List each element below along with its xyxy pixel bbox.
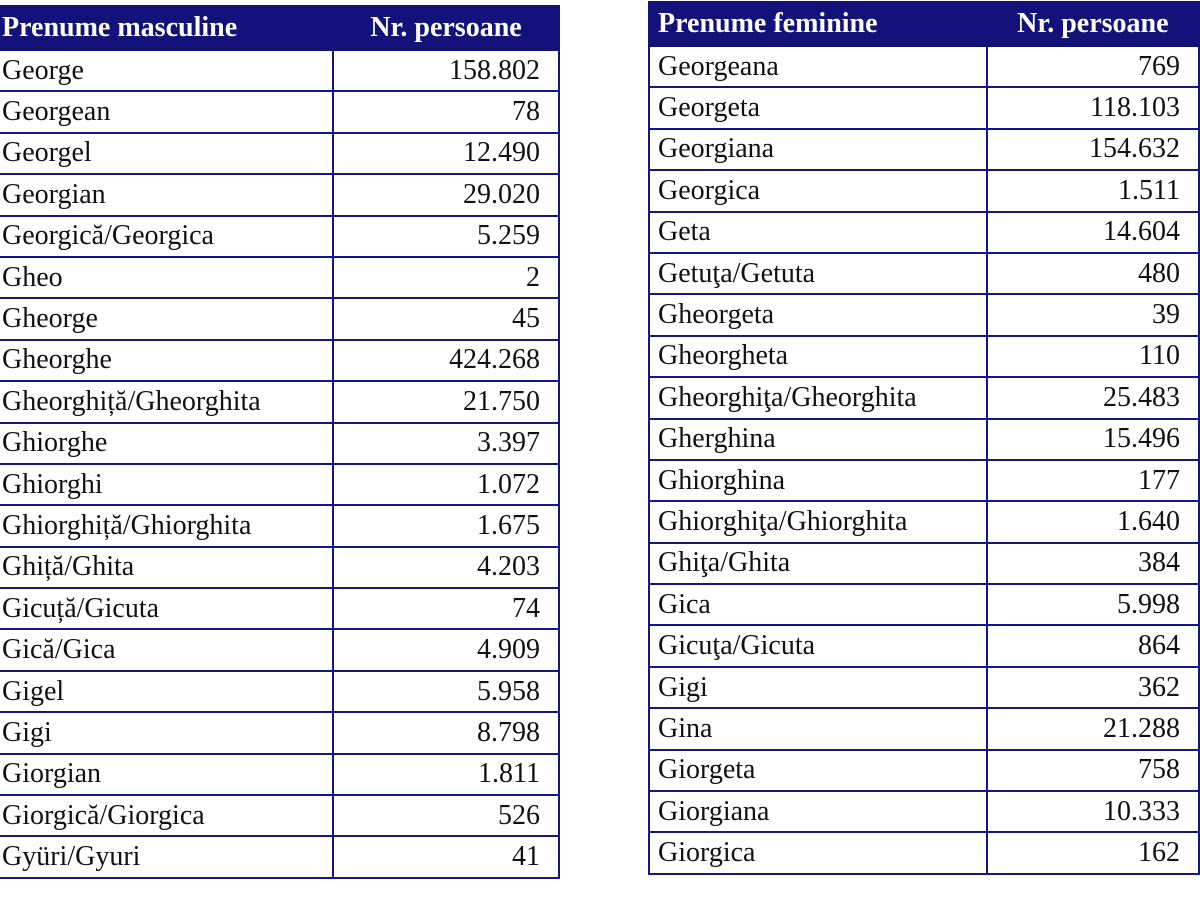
table-row bbox=[0, 629, 559, 670]
count-cell: 4.909 bbox=[333, 629, 559, 670]
name-cell: Gheo bbox=[0, 257, 333, 298]
count-cell: 864 bbox=[987, 625, 1199, 666]
table-row bbox=[649, 294, 1199, 335]
name-cell: Georgiana bbox=[649, 129, 987, 170]
table-row bbox=[649, 791, 1199, 832]
count-cell: 8.798 bbox=[333, 712, 559, 753]
count-cell: 1.640 bbox=[987, 501, 1199, 542]
male-names-table bbox=[0, 5, 560, 879]
table-row bbox=[0, 133, 559, 174]
table-row bbox=[649, 253, 1199, 294]
count-cell: 1.811 bbox=[333, 754, 559, 795]
female-name-column-header: Prenume feminine bbox=[649, 2, 987, 46]
name-cell: George bbox=[0, 50, 333, 91]
table-row bbox=[0, 381, 559, 422]
name-cell: Giorgeta bbox=[649, 750, 987, 791]
name-cell: Ghiorghi bbox=[0, 464, 333, 505]
table-row bbox=[649, 750, 1199, 791]
name-cell: Gyüri/Gyuri bbox=[0, 836, 333, 877]
table-row bbox=[0, 340, 559, 381]
count-cell: 39 bbox=[987, 294, 1199, 335]
count-cell: 25.483 bbox=[987, 377, 1199, 418]
female-table-header-row bbox=[649, 2, 1199, 46]
count-cell: 1.072 bbox=[333, 464, 559, 505]
count-cell: 769 bbox=[987, 46, 1199, 87]
count-cell: 526 bbox=[333, 795, 559, 836]
table-row bbox=[649, 667, 1199, 708]
name-cell: Getuţa/Getuta bbox=[649, 253, 987, 294]
table-row bbox=[0, 257, 559, 298]
count-cell: 21.750 bbox=[333, 381, 559, 422]
female-names-table bbox=[648, 1, 1200, 875]
count-cell: 362 bbox=[987, 667, 1199, 708]
table-row bbox=[0, 464, 559, 505]
name-cell: Ghiorghiță/Ghiorghita bbox=[0, 505, 333, 546]
count-cell: 177 bbox=[987, 460, 1199, 501]
name-cell: Geta bbox=[649, 212, 987, 253]
table-row bbox=[0, 50, 559, 91]
table-row bbox=[0, 671, 559, 712]
name-cell: Gică/Gica bbox=[0, 629, 333, 670]
count-cell: 12.490 bbox=[333, 133, 559, 174]
table-row bbox=[0, 836, 559, 877]
name-cell: Georgeana bbox=[649, 46, 987, 87]
table-row bbox=[649, 584, 1199, 625]
name-cell: Ghiţa/Ghita bbox=[649, 543, 987, 584]
table-row bbox=[0, 216, 559, 257]
count-cell: 118.103 bbox=[987, 87, 1199, 128]
name-cell: Giorgică/Giorgica bbox=[0, 795, 333, 836]
table-row bbox=[649, 377, 1199, 418]
count-cell: 29.020 bbox=[333, 174, 559, 215]
table-row bbox=[0, 754, 559, 795]
name-cell: Gicuţa/Gicuta bbox=[649, 625, 987, 666]
name-cell: Ghiorghe bbox=[0, 423, 333, 464]
count-cell: 45 bbox=[333, 298, 559, 339]
count-cell: 1.675 bbox=[333, 505, 559, 546]
count-cell: 1.511 bbox=[987, 170, 1199, 211]
table-row bbox=[0, 712, 559, 753]
table-row bbox=[649, 46, 1199, 87]
count-cell: 41 bbox=[333, 836, 559, 877]
table-row bbox=[649, 212, 1199, 253]
table-row bbox=[0, 298, 559, 339]
table-row bbox=[649, 708, 1199, 749]
count-cell: 15.496 bbox=[987, 419, 1199, 460]
name-cell: Gigi bbox=[0, 712, 333, 753]
table-row bbox=[649, 87, 1199, 128]
count-cell: 480 bbox=[987, 253, 1199, 294]
name-cell: Giorgiana bbox=[649, 791, 987, 832]
table-row bbox=[0, 505, 559, 546]
table-row bbox=[0, 174, 559, 215]
table-row bbox=[649, 832, 1199, 873]
table-row bbox=[649, 170, 1199, 211]
table-row bbox=[649, 419, 1199, 460]
name-cell: Gheorgheta bbox=[649, 336, 987, 377]
table-row bbox=[0, 91, 559, 132]
count-cell: 21.288 bbox=[987, 708, 1199, 749]
name-cell: Ghiorghiţa/Ghiorghita bbox=[649, 501, 987, 542]
name-cell: Gherghina bbox=[649, 419, 987, 460]
count-cell: 5.998 bbox=[987, 584, 1199, 625]
name-cell: Georgeta bbox=[649, 87, 987, 128]
male-count-column-header: Nr. persoane bbox=[333, 6, 559, 50]
table-row bbox=[649, 625, 1199, 666]
table-row bbox=[0, 423, 559, 464]
name-cell: Gicuță/Gicuta bbox=[0, 588, 333, 629]
name-cell: Gheorge bbox=[0, 298, 333, 339]
table-row bbox=[649, 129, 1199, 170]
count-cell: 74 bbox=[333, 588, 559, 629]
table-row bbox=[0, 588, 559, 629]
name-cell: Gigel bbox=[0, 671, 333, 712]
name-cell: Georgean bbox=[0, 91, 333, 132]
name-cell: Gina bbox=[649, 708, 987, 749]
name-cell: Georgică/Georgica bbox=[0, 216, 333, 257]
name-cell: Gica bbox=[649, 584, 987, 625]
name-cell: Gheorghiță/Gheorghita bbox=[0, 381, 333, 422]
count-cell: 384 bbox=[987, 543, 1199, 584]
male-name-column-header: Prenume masculine bbox=[0, 6, 333, 50]
female-table-body bbox=[649, 46, 1199, 874]
name-cell: Gigi bbox=[649, 667, 987, 708]
count-cell: 110 bbox=[987, 336, 1199, 377]
count-cell: 4.203 bbox=[333, 547, 559, 588]
name-cell: Georgel bbox=[0, 133, 333, 174]
male-table-body bbox=[0, 50, 559, 878]
name-cell: Georgian bbox=[0, 174, 333, 215]
table-row bbox=[0, 547, 559, 588]
table-row bbox=[649, 336, 1199, 377]
count-cell: 162 bbox=[987, 832, 1199, 873]
name-cell: Ghiorghina bbox=[649, 460, 987, 501]
count-cell: 158.802 bbox=[333, 50, 559, 91]
name-cell: Georgica bbox=[649, 170, 987, 211]
name-cell: Gheorgeta bbox=[649, 294, 987, 335]
table-row bbox=[649, 460, 1199, 501]
table-row bbox=[0, 795, 559, 836]
table-row bbox=[649, 501, 1199, 542]
count-cell: 5.958 bbox=[333, 671, 559, 712]
count-cell: 424.268 bbox=[333, 340, 559, 381]
count-cell: 14.604 bbox=[987, 212, 1199, 253]
table-row bbox=[649, 543, 1199, 584]
count-cell: 78 bbox=[333, 91, 559, 132]
male-table-header-row bbox=[0, 6, 559, 50]
count-cell: 3.397 bbox=[333, 423, 559, 464]
name-cell: Gheorghiţa/Gheorghita bbox=[649, 377, 987, 418]
name-cell: Giorgian bbox=[0, 754, 333, 795]
count-cell: 5.259 bbox=[333, 216, 559, 257]
count-cell: 154.632 bbox=[987, 129, 1199, 170]
name-cell: Gheorghe bbox=[0, 340, 333, 381]
name-cell: Giorgica bbox=[649, 832, 987, 873]
count-cell: 2 bbox=[333, 257, 559, 298]
female-count-column-header: Nr. persoane bbox=[987, 2, 1199, 46]
count-cell: 10.333 bbox=[987, 791, 1199, 832]
count-cell: 758 bbox=[987, 750, 1199, 791]
name-cell: Ghiță/Ghita bbox=[0, 547, 333, 588]
